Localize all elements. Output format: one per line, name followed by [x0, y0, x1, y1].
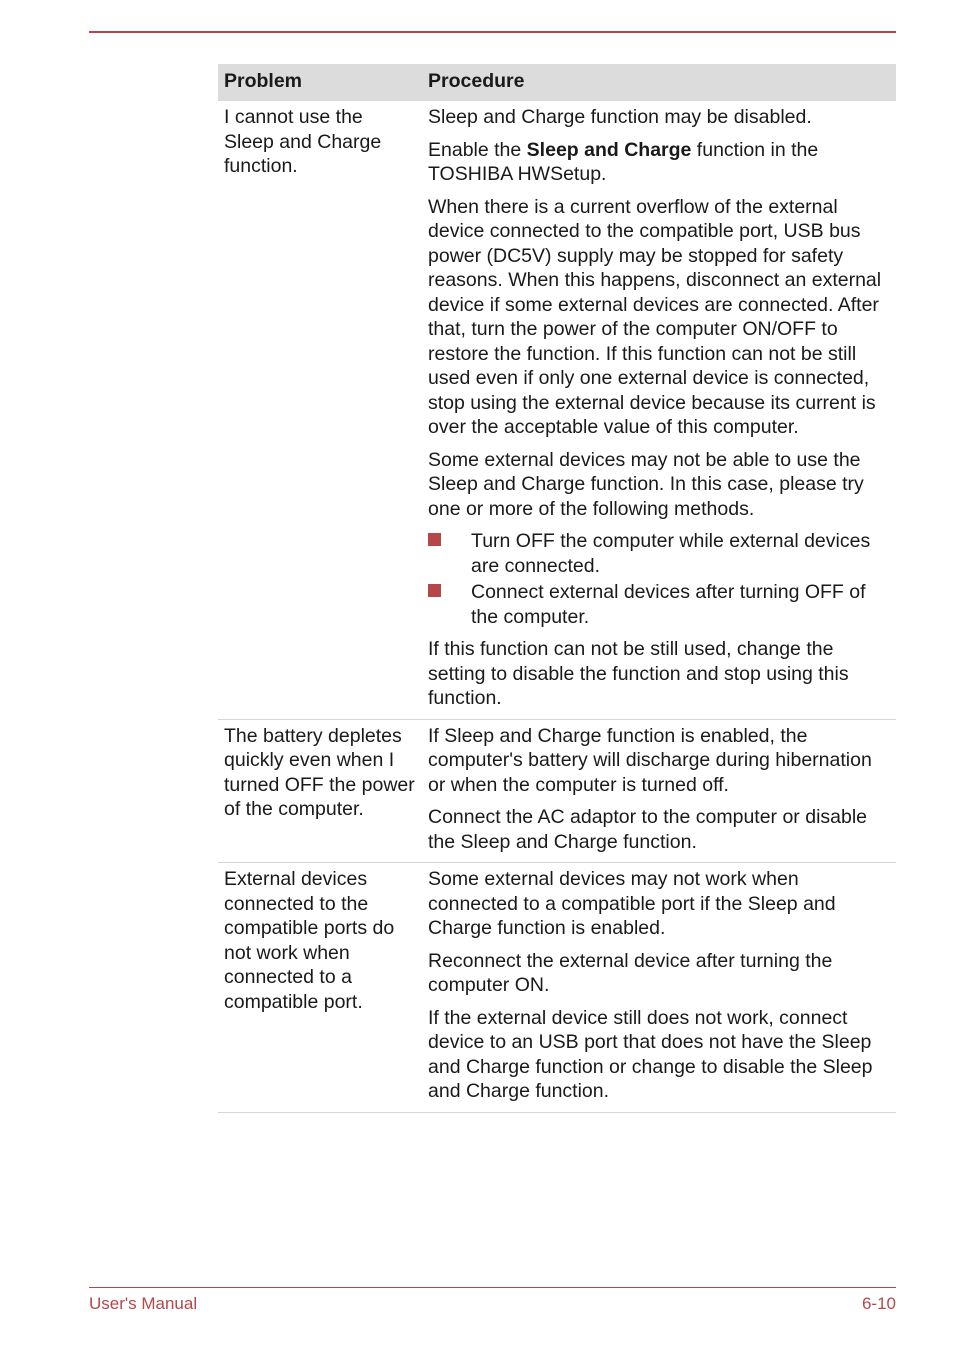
procedure-paragraph: Connect the AC adaptor to the computer or disable the Sleep and Charge function.: [428, 806, 868, 853]
problem-text: The battery depletes quickly even when I turned OFF the power of the computer.: [224, 724, 415, 820]
problem-text: I cannot use the Sleep and Charge function.: [224, 106, 382, 177]
bold-term: Sleep and Charge: [526, 138, 692, 161]
problem-cell: [218, 101, 422, 719]
table-row: [218, 719, 896, 863]
column-header-procedure: Procedure: [422, 64, 896, 101]
procedure-paragraph: If this function can not be still used, change the setting to disable the function and stop using this function.: [428, 638, 849, 709]
problem-text: External devices connected to the compatible ports do not work when connected to a compatible port.: [224, 868, 395, 1013]
procedure-paragraph: Some external devices may not be able to use the Sleep and Charge function. In this case, please try one or more of the following methods.: [428, 448, 864, 520]
text-run: function in the TOSHIBA HWSetup.: [428, 138, 819, 185]
procedure-cell: [422, 101, 896, 719]
bullet-text: Connect external devices after turning OFF of the computer.: [471, 581, 866, 628]
bullet-list: [428, 529, 892, 629]
text-run: Enable the: [428, 138, 527, 161]
table-row: [218, 863, 896, 1113]
page-number: 6-10: [861, 1294, 896, 1313]
procedure-paragraph: [428, 138, 892, 187]
bullet-item: [428, 580, 892, 629]
problem-cell: [218, 863, 422, 1113]
procedure-cell: [422, 719, 896, 863]
procedure-paragraph: When there is a current overflow of the external device connected to the compatible port, USB bus power (DC5V) supply may be stopped for safety reasons. When this happens, disconnect an external device if some external devices are connected. After that, turn the power of the computer ON/OFF to restore the function. If this function can not be still used even if only one external device is connected, stop using the external device because its current is over the acceptable value of this computer.: [428, 195, 882, 438]
procedure-paragraph: Sleep and Charge function may be disabled.: [428, 106, 812, 128]
square-bullet-icon: [428, 584, 441, 597]
procedure-paragraph: If the external device still does not work, connect device to an USB port that does not have the Sleep and Charge function or change to disable the Sleep and Charge function.: [428, 1006, 873, 1102]
footer-manual-title: User's Manual: [89, 1294, 198, 1313]
footer-rule: [89, 1287, 896, 1288]
procedure-paragraph: Some external devices may not work when connected to a compatible port if the Sleep and Charge function is enabled.: [428, 868, 836, 939]
procedure-cell: [422, 863, 896, 1113]
table-row: [218, 101, 896, 719]
square-bullet-icon: [428, 533, 441, 546]
bullet-item: [428, 529, 892, 578]
procedure-paragraph: Reconnect the external device after turning the computer ON.: [428, 949, 833, 996]
procedure-paragraph: If Sleep and Charge function is enabled, the computer's battery will discharge during hibernation or when the computer is turned off.: [428, 724, 872, 796]
table-header-row: [218, 64, 896, 101]
header-rule: [89, 31, 896, 33]
troubleshooting-table: [218, 64, 896, 1113]
problem-cell: [218, 719, 422, 863]
column-header-problem: Problem: [218, 64, 422, 101]
bullet-text: Turn OFF the computer while external devices are connected.: [471, 530, 871, 577]
